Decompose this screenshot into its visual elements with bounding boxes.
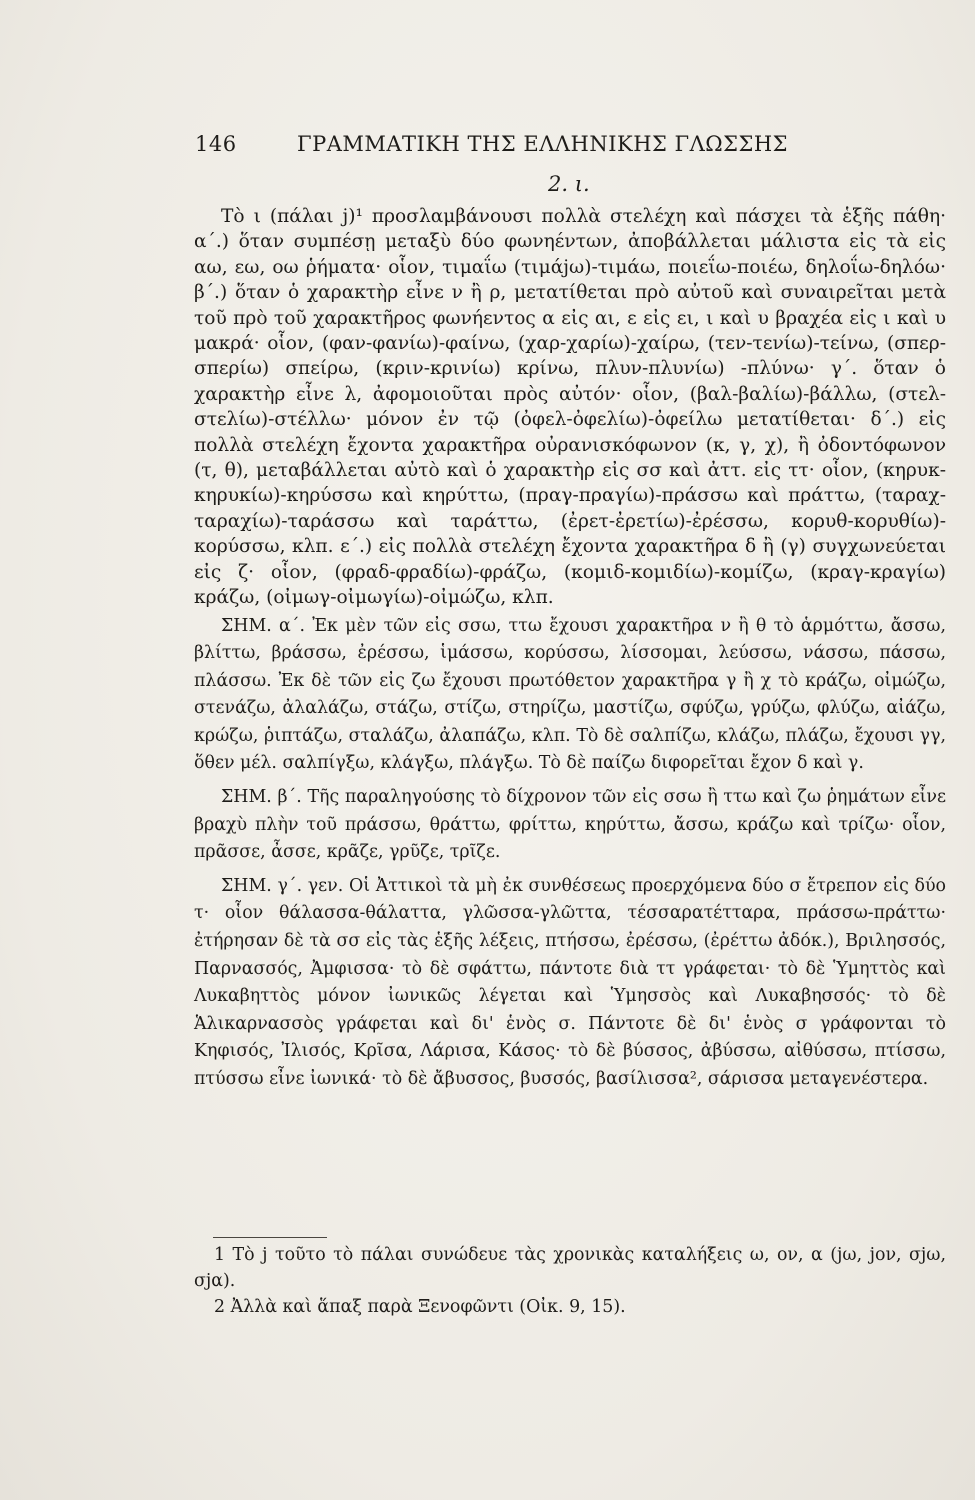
footnote-divider: [213, 1237, 327, 1238]
footnote-1: 1 Τὸ j τοῦτο τὸ πάλαι συνώδευε τὰς χρονικὰς καταλήξεις ω, ον, α (jω, jον, σjω, σjα).: [194, 1245, 946, 1291]
paragraph: Τὸ ι (πάλαι j)¹ προσλαμβάνουσι πολλὰ στελέχη καὶ πάσχει τὰ ἑξῆς πάθη· α΄.) ὅταν συμπέσῃ μεταξὺ δύο φωνηέντων, ἀποβάλλεται μάλιστα εἰς τὰ εἰς αω, εω, οω ῥήματα· οἷον, τιμαΐω (τιμάjω)-τιμάω, ποιεΐω-ποιέω, δηλοΐω-δηλόω· β΄.) ὅταν ὁ χαρακτὴρ εἶνε ν ἢ ρ, μετατίθεται πρὸ αὐτοῦ καὶ συναιρεῖται μετὰ τοῦ πρὸ τοῦ χαρακτῆρος φωνήεντος α εἰς αι, ε εἰς ει, ι καὶ υ βραχέα εἰς ι καὶ υ μακρά· οἷον, (φαν-φανίω)-φαίνω, (χαρ-χαρίω)-χαίρω, (τεν-τενίω)-τείνω, (σπερ-σπερίω) σπείρω, (κριν-κρινίω) κρίνω, πλυν-πλυνίω) -πλύνω· γ΄. ὅταν ὁ χαρακτὴρ εἶνε λ, ἀφομοιοῦται πρὸς αὐτόν· οἷον, (βαλ-βαλίω)-βάλλω, (στελ-στελίω)-στέλλω· μόνον ἐν τῷ (ὀφελ-ὀφελίω)-ὀφείλω μετατίθεται· δ΄.) εἰς πολλὰ στελέχη ἔχοντα χαρακτῆρα οὐρανισκόφωνον (κ, γ, χ), ἢ ὀδοντόφωνον (τ, θ), μεταβάλλεται αὐτὸ καὶ ὁ χαρακτὴρ εἰς σσ καὶ ἀττ. εἰς ττ· οἷον, (κηρυκ-κηρυκίω)-κηρύσσω καὶ κηρύττω, (πραγ-πραγίω)-πράσσω καὶ πράττω, (ταραχ-ταραχίω)-ταράσσω καὶ ταράττω, (ἐρετ-ἐρετίω)-ἐρέσσω, κορυθ-κορυθίω)-κορύσσω, κλπ. ε΄.) εἰς πολλὰ στελέχη ἔχοντα χαρακτῆρα δ ἢ (γ) συγχωνεύεται εἰς ζ· οἷον, (φραδ-φραδίω)-φράζω, (κομιδ-κομιδίω)-κομίζω, (κραγ-κραγίω) κράζω, (οἰμωγ-οἰμωγίω)-οἰμώζω, κλπ.: [194, 206, 946, 609]
footnotes: [194, 1242, 946, 1320]
running-title: ΓΡΑΜΜΑΤΙΚΗ ΤΗΣ ΕΛΛΗΝΙΚΗΣ ΓΛΩΣΣΗΣ: [297, 132, 789, 156]
section-heading: 2. ι.: [548, 172, 590, 196]
note-gamma: ΣΗΜ. γ΄. γεν. Οἱ Ἀττικοὶ τὰ μὴ ἐκ συνθέσεως προερχόμενα δύο σ ἔτρεπον εἰς δύο τ· οἷον θάλασσα-θάλαττα, γλῶσσα-γλῶττα, τέσσαρατέτταρα, πράσσω-πράττω· ἐτήρησαν δὲ τὰ σσ εἰς τὰς ἑξῆς λέξεις, πτήσσω, ἐρέσσω, (ἐρέττω ἀδόκ.), Βριλησσός, Παρνασσός, Ἀμφισσα· τὸ δὲ σφάττω, πάντοτε διὰ ττ γράφεται· τὸ δὲ Ὑμηττὸς καὶ Λυκαβηττὸς μόνον ἰωνικῶς λέγεται καὶ Ὑμησσὸς καὶ Λυκαβησσός· τὸ δὲ Ἁλικαρνασσὸς γράφεται καὶ δι' ἑνὸς σ. Πάντοτε δὲ δι' ἑνὸς σ γράφονται τὸ Κηφισός, Ἰλισός, Κρῖσα, Λάρισα, Κάσος· τὸ δὲ βύσσος, ἀβύσσω, αἰθύσσω, πτίσσω, πτύσσω εἶνε ἰωνικά· τὸ δὲ ἄβυσσος, βυσσός, βασίλισσα², σάρισσα μεταγενέστερα.: [194, 875, 946, 1089]
main-text: [194, 204, 946, 1094]
note-beta: ΣΗΜ. β΄. Τῆς παραληγούσης τὸ δίχρονον τῶν εἰς σσω ἢ ττω καὶ ζω ῥημάτων εἶνε βραχὺ πλὴν τοῦ πράσσω, θράττω, φρίττω, κηρύττω, ἄσσω, κράζω καὶ τρίζω· οἷον, πρᾶσσε, ἆσσε, κρᾶζε, γρῦζε, τρῖζε.: [194, 787, 946, 863]
note-alpha: ΣΗΜ. α΄. Ἐκ μὲν τῶν εἰς σσω, ττω ἔχουσι χαρακτῆρα ν ἢ θ τὸ ἁρμόττω, ἄσσω, βλίττω, βράσσω, ἐρέσσω, ἱμάσσω, κορύσσω, λίσσομαι, λεύσσω, νάσσω, πάσσω, πλάσσω. Ἐκ δὲ τῶν εἰς ζω ἔχουσι πρωτόθετον χαρακτῆρα γ ἢ χ τὸ κράζω, οἰμώζω, στενάζω, ἀλαλάζω, στάζω, στίζω, στηρίζω, μαστίζω, σφύζω, γρύζω, φλύζω, αἰάζω, κρώζω, ῥιπτάζω, σταλάζω, ἀλαπάζω, κλπ. Τὸ δὲ σαλπίζω, κλάζω, πλάζω, ἔχουσι γγ, ὅθεν μέλ. σαλπίγξω, κλάγξω, πλάγξω. Τὸ δὲ παίζω διφορεῖται ἔχον δ καὶ γ.: [194, 615, 946, 774]
footnote-2: 2 Ἀλλὰ καὶ ἅπαξ παρὰ Ξενοφῶντι (Οἰκ. 9, 15).: [214, 1297, 626, 1317]
running-header: [195, 128, 815, 164]
page-number: 146: [195, 132, 237, 156]
